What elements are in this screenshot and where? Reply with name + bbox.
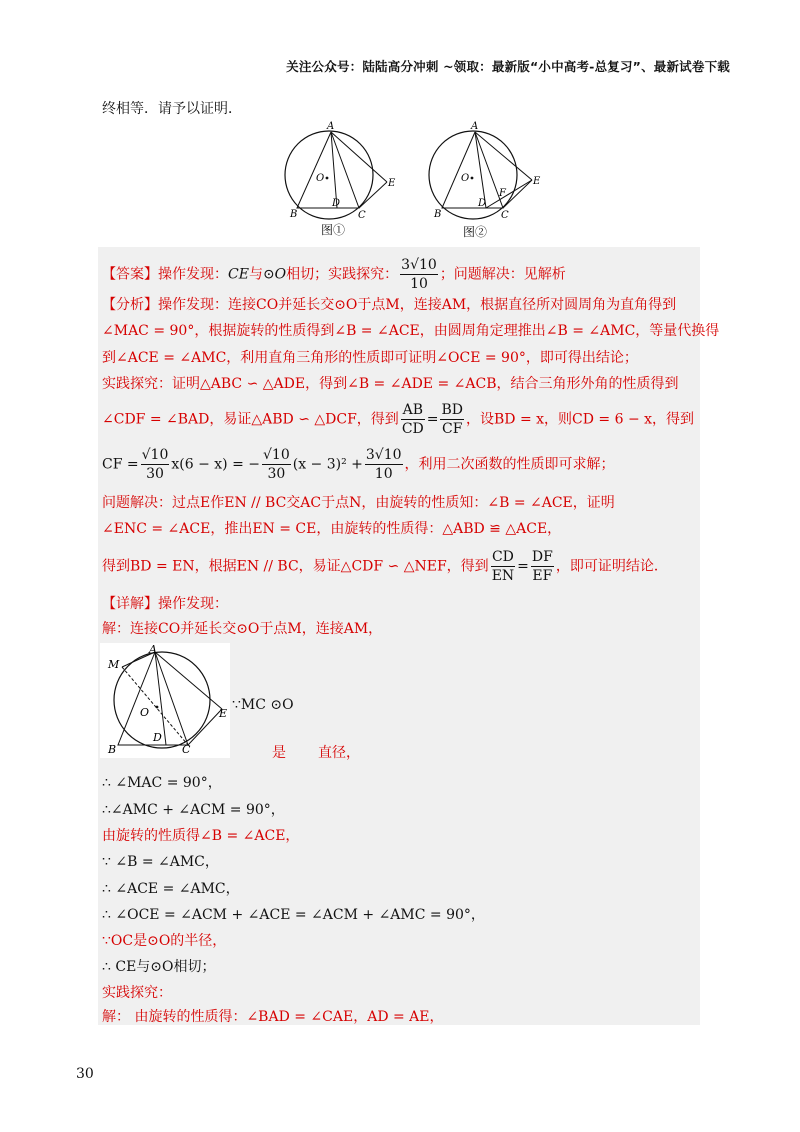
label-c-2: C [501,210,509,221]
analysis-line-2: ∠MAC = 90°，根据旋转的性质得到∠B = ∠ACE，由圆周角定理推出∠B = ∠AMC，等量代换得 [102,323,720,339]
label-d-3: D [153,731,162,744]
triangle-abc-1 [297,132,359,208]
fraction-3sqrt10-10: $\frac{3√10}{10}$ [365,447,402,482]
figure-1-caption: 图① [321,223,346,237]
step-10: 解： 由旋转的性质得：∠BAD = ∠CAE，AD = AE， [102,1009,444,1025]
detail-figure [100,643,230,758]
detail-because-mc: ∵MC ⊙O [232,697,294,713]
label-o-2: O [461,173,470,184]
label-o-3: O [140,706,150,719]
center-dot-2 [471,177,474,180]
step-5: ∴ ∠ACE = ∠AMC， [102,881,240,897]
detail-figure-svg [100,643,230,758]
answer-tag: 【答案】 [102,266,158,283]
step-1: ∴ ∠MAC = 90°， [102,775,222,791]
circle-o-2 [429,131,517,219]
triangle-abc-2 [442,132,503,208]
segment-ce-1 [359,182,387,208]
segment-ad-1 [331,132,337,208]
segment-ce-2 [503,180,532,208]
segment-de-2 [486,180,532,208]
analysis-line-3: 到∠ACE = ∠AMC，利用直角三角形的性质即可证明∠OCE = 90°，即可得出结论； [102,350,638,366]
label-f-2: F [499,188,506,199]
label-m-3: M [108,658,120,671]
step-4: ∵ ∠B = ∠AMC， [102,854,219,870]
step-3: 由旋转的性质得∠B = ∠ACE， [102,828,300,844]
segment-ae-1 [331,132,387,182]
label-b-2: B [434,209,442,220]
label-a-1: A [327,121,335,132]
fraction-cd-en: $\frac{CD}{EN}$ [491,549,515,584]
analysis-line-9: 得到BD = EN，根据EN // BC，易证△CDF ∽ △NEF，得到 $\frac{CD}{EN}$ = $\frac{DF}{EF}$ ，即可证明结论． [102,549,668,584]
page-header: 关注公众号：陆陆高分冲刺 ~领取：最新版“小中高考-总复习”、最新试卷下载 [286,59,730,74]
detail-tag: 【详解】操作发现： [102,596,228,612]
step-6: ∴ ∠OCE = ∠ACM + ∠ACE = ∠ACM + ∠AMC = 90°， [102,907,485,923]
figure-1 [285,121,396,221]
figure-2-caption: 图② [463,225,488,239]
answer-fraction: $\frac{3√10}{10}$ [401,257,437,292]
center-dot-1 [326,177,329,180]
label-d-2: D [478,198,487,209]
fraction-df-ef: $\frac{DF}{EF}$ [531,549,553,584]
analysis-line-4: 实践探究：证明△ABC ∽ △ADE，得到∠B = ∠ADE = ∠ACB，结合三角形外角的性质得到 [102,376,679,392]
segment-ad-2 [475,132,486,208]
label-e-3: E [219,707,228,720]
step-8: ∴ CE与⊙O相切； [102,959,216,975]
answer-line: 【答案】操作发现：CE与⊙O相切；实践探究： $\frac{3√10}{10}$ ；问题解决：见解析 [102,257,566,292]
analysis-line-8: ∠ENC = ∠ACE，推出EN = CE，由旋转的性质得：△ABD ≌ △ACE， [102,521,562,537]
fraction-bd-cf: $\frac{BD}{CF}$ [441,402,463,437]
intro-text: 终相等．请予以证明． [102,101,242,117]
analysis-line-1: 【分析】操作发现：连接CO并延长交⊙O于点M，连接AM，根据直径所对圆周角为直角得到 [102,297,677,313]
fraction-ab-cd: $\frac{AB}{CD}$ [401,402,424,437]
analysis-line-7: 问题解决：过点E作EN // BC交AC于点N，由旋转的性质知：∠B = ∠ACE，证明 [102,495,615,511]
label-b-1: B [290,209,298,220]
geometry-figures [283,120,555,242]
detail-diameter: 直径， [318,745,360,761]
label-d-1: D [332,198,341,209]
fraction-sqrt10-30-b: $\frac{√10}{30}$ [262,447,290,482]
label-e-2: E [533,176,541,187]
step-9: 实践探究： [102,985,172,1001]
analysis-line-5: ∠CDF = ∠BAD，易证△ABD ∽ △DCF，得到 $\frac{AB}{CD}$ = $\frac{BD}{CF}$ ，设BD = x，则CD = 6 − x，得到 [102,402,695,437]
label-a-3: A [149,643,157,656]
step-7: ∵OC是⊙O的半径， [102,933,227,949]
detail-is: 是 [272,745,286,761]
label-c-3: C [182,743,191,756]
label-b-3: B [108,743,117,756]
label-a-2: A [471,121,479,132]
center-dot-3 [156,706,159,709]
label-o-1: O [316,173,325,184]
label-c-1: C [358,210,366,221]
figure-2 [429,121,541,221]
analysis-line-6: CF = $\frac{√10}{30}$ x(6 − x) = − $\frac{√10}{30}$ (x − 3)² + $\frac{3√10}{10}$ ，利用二次函数的性质即可求解； [102,447,615,482]
circle-o-3 [114,652,210,748]
segment-ce-3 [188,709,222,745]
page-number: 30 [76,1066,94,1082]
label-e-1: E [388,178,396,189]
detail-solution-line: 解：连接CO并延长交⊙O于点M，连接AM， [102,621,383,637]
fraction-sqrt10-30-a: $\frac{√10}{30}$ [141,447,169,482]
step-2: ∴∠AMC + ∠ACM = 90°， [102,802,285,818]
